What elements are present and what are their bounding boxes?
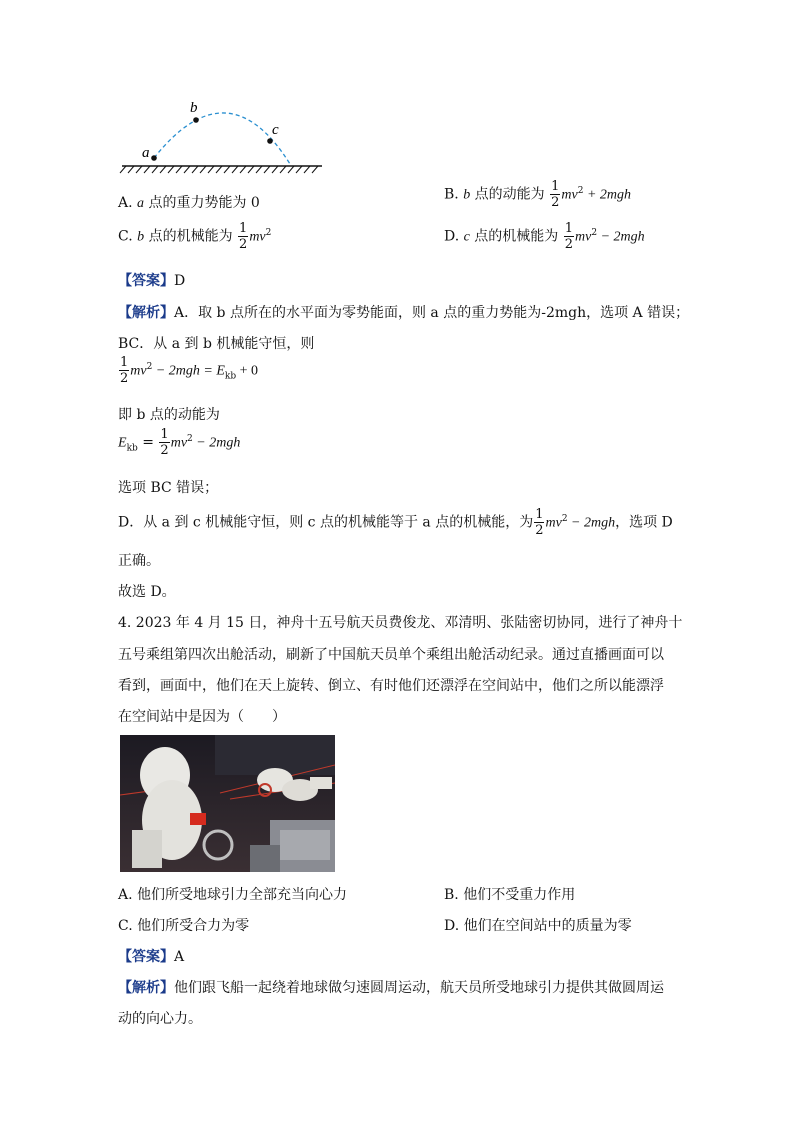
q4-option-d: D. 他们在空间站中的质量为零 xyxy=(444,918,632,934)
q3-analysis-d: D．从 a 到 c 机械能守恒，则 c 点的机械能等于 a 点的机械能，为 $\frac{1}{2}$ $mv^2 - 2mgh$，选项 D xyxy=(118,507,673,538)
q4-analysis-1: 【解析】他们跟飞船一起绕着地球做匀速圆周运动，航天员所受地球引力提供其做圆周运 xyxy=(118,980,664,996)
q3-option-b: B. b 点的动能为 $\frac{1}{2}$ $mv^2 + 2mgh$ xyxy=(444,179,632,210)
label-c: c xyxy=(272,122,279,138)
q3-answer: 【答案】D xyxy=(118,273,186,289)
q3-analysis-a: 【解析】A．取 b 点所在的水平面为零势能面，则 a 点的重力势能为-2mgh，选项 A 错误； xyxy=(118,305,690,321)
q4-stem-3: 看到，画面中，他们在天上旋转、倒立、有时他们还漂浮在空间站中，他们之所以能漂浮 xyxy=(118,678,664,694)
q4-option-a: A. 他们所受地球引力全部充当向心力 xyxy=(118,887,348,903)
q4-option-b: B. 他们不受重力作用 xyxy=(444,887,576,903)
label-b: b xyxy=(190,100,198,116)
q3-analysis-d-cont: 正确。 xyxy=(118,553,160,569)
q3-option-a: A. a 点的重力势能为 0 xyxy=(118,195,260,211)
label-a: a xyxy=(142,145,150,161)
point-a xyxy=(151,155,157,161)
q4-stem-2: 五号乘组第四次出舱活动，刷新了中国航天员单个乘组出舱活动纪录。通过直播画面可以 xyxy=(118,647,664,663)
equation-energy-conservation: $\frac{1}{2}$ $mv^2 - 2mgh = E_{kb} + 0$ xyxy=(120,355,259,386)
point-b xyxy=(193,117,199,123)
q4-analysis-2: 动的向心力。 xyxy=(118,1011,202,1027)
q3-analysis-so: 即 b 点的动能为 xyxy=(118,407,220,423)
point-c xyxy=(267,138,273,144)
q3-option-c: C. b 点的机械能为 $\frac{1}{2}$ $mv^2$ xyxy=(118,221,272,252)
trajectory-figure xyxy=(118,100,328,176)
q3-analysis-bc: BC．从 a 到 b 机械能守恒，则 xyxy=(118,336,315,352)
q3-conclusion: 故选 D。 xyxy=(118,584,176,600)
q4-stem-4: 在空间站中是因为（ ） xyxy=(118,709,286,725)
q4-option-c: C. 他们所受合力为零 xyxy=(118,918,250,934)
q4-answer: 【答案】A xyxy=(118,949,185,965)
equation-kinetic-energy: $E_{kb}$ = $\frac{1}{2}$ $mv^2 - 2mgh$ xyxy=(118,427,241,458)
q4-stem-1: 4. 2023 年 4 月 15 日，神舟十五号航天员费俊龙、邓清明、张陆密切协同，进行了神舟十 xyxy=(118,615,683,631)
astronaut-photo xyxy=(120,735,335,872)
q3-option-d: D. c 点的机械能为 $\frac{1}{2}$ $mv^2 - 2mgh$ xyxy=(444,221,645,252)
q3-analysis-bc-result: 选项 BC 错误； xyxy=(118,480,219,496)
